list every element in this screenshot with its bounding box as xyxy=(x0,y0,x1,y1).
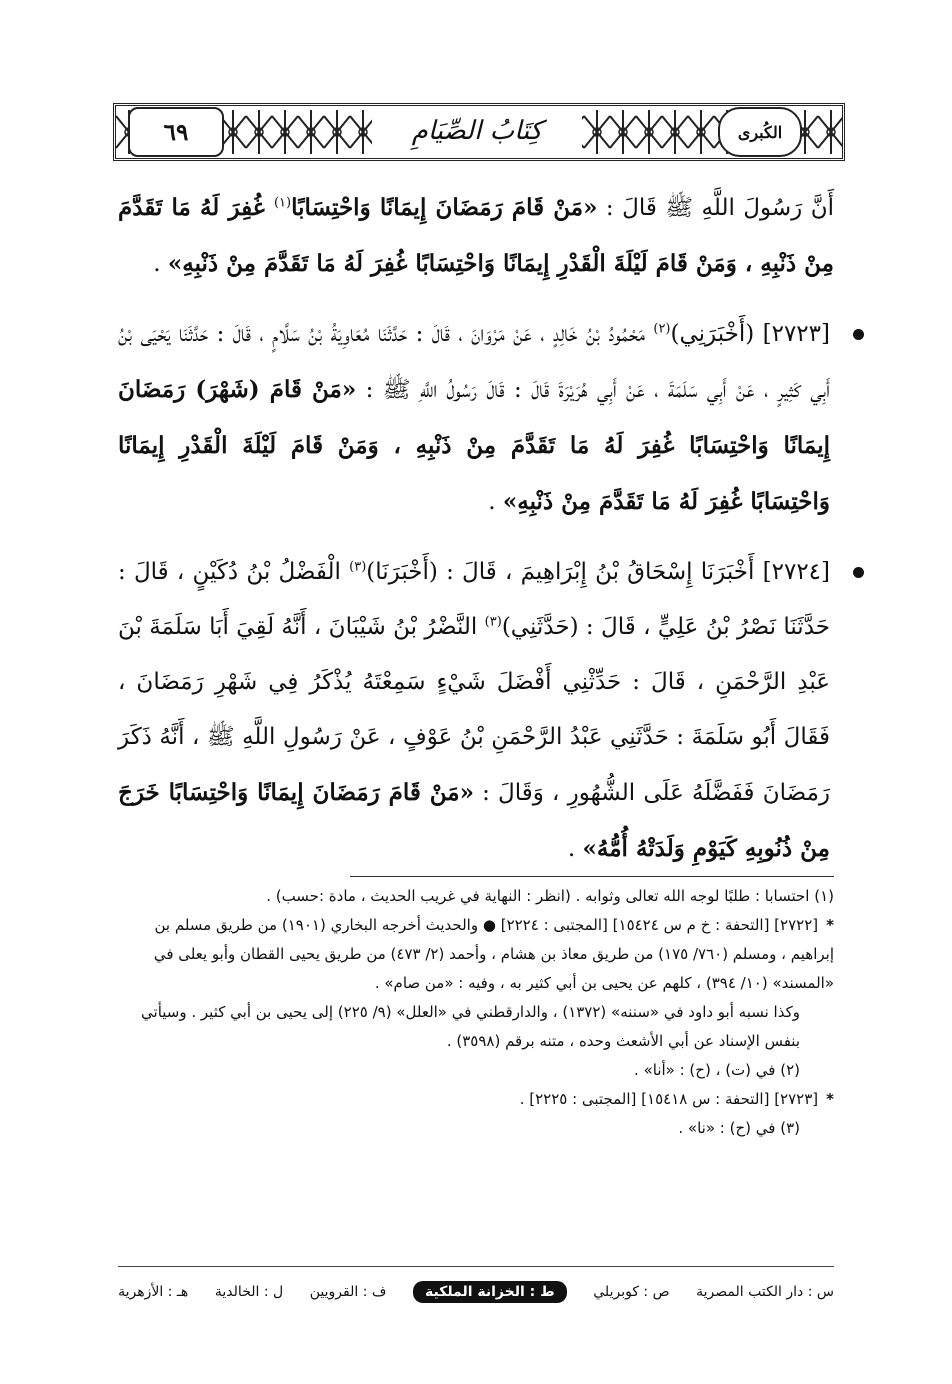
publisher-logo: الكُبرى xyxy=(718,107,802,157)
text-run: [٢٧٢٣] (أَخْبَرَنِي) xyxy=(670,321,830,347)
footnote-divider xyxy=(350,876,834,877)
footnote-2: (٢) في (ت) ، (ح) : «أنا» . xyxy=(634,1061,800,1079)
footnote-ref: (١) xyxy=(273,195,292,211)
main-text xyxy=(118,180,834,892)
legend-item: س : دار الكتب المصرية xyxy=(696,1284,834,1300)
text-run: . xyxy=(153,251,168,277)
star-icon: * xyxy=(826,1090,834,1108)
text-run: مَحْمُودُ بْنُ خَالِدٍ ، عَنْ مَرْوَانَ ، قَالَ : حَدَّثَنَا مُعَاوِيَةُ بْنُ سَلَّامٍ ، قَالَ : حَدَّثَنَا يَحْيَى بْنُ أَبِي كَثِيرٍ ، عَنْ أَبِي سَلَمَةَ ، عَنْ أَبِي هُرَيْرَةَ قَالَ : قَالَ رَسُولُ اللَّهِ ﷺ : xyxy=(118,321,830,403)
legend-item: هـ : الأزهرية xyxy=(118,1284,189,1300)
manuscript-legend xyxy=(118,1276,834,1308)
footnote-ref: (٣) xyxy=(349,559,367,575)
star-icon: * xyxy=(826,916,834,934)
legend-item-highlighted: ط : الخزانة الملكية xyxy=(413,1281,567,1303)
footnotes xyxy=(118,882,834,1143)
bullet-icon xyxy=(853,567,864,578)
text-run: . xyxy=(488,489,503,515)
hadith-text: «مَنْ قَامَ (شَهْرَ) رَمَضَانَ إِيمَانًا وَاحْتِسَابًا غُفِرَ لَهُ مَا تَقَدَّمَ مِنْ ذَنْبِهِ ، وَمَنْ قَامَ لَيْلَةَ الْقَدْرِ إِيمَانًا وَاحْتِسَابًا غُفِرَ لَهُ مَا تَقَدَّمَ مِنْ ذَنْبِهِ» xyxy=(118,376,830,515)
footnote-text: [٢٧٢٣] [التحفة : س ١٥٤١٨] [المجتبى : ٢٢٢٥] . xyxy=(519,1090,819,1108)
legend-item: ص : كوبريلي xyxy=(593,1284,670,1300)
hadith-2724 xyxy=(118,545,834,877)
footnote-text: [٢٧٢٢] [التحفة : خ م س ١٥٤٢٤] [المجتبى : ٢٢٢٤] ● والحديث أخرجه البخاري (١٩٠١) من طريق مسلم بن إبراهيم ، ومسلم (٧٦٠/ ١٧٥) من طريق معاذ بن هشام ، وأحمد (٢/ ٤٧٣) من طريق يحيى القطان وأبو يعلى في «المسند» (١٠/ ٣٩٤) ، كلهم عن يحيى بن أبي كثير به ، وفيه : «من صام» . xyxy=(153,916,834,992)
text-run: [٢٧٢٤] أَخْبَرَنَا إِسْحَاقُ بْنُ إِبْرَاهِيمَ ، قَالَ : (أَخْبَرَنَا) xyxy=(366,559,831,585)
paragraph-continuation xyxy=(118,180,834,292)
footnote-ref: (٣) xyxy=(484,614,502,630)
footnote-3: (٣) في (ح) : «نا» . xyxy=(678,1119,800,1137)
hadith-text: غُفِرَ لَهُ مَا تَقَدَّمَ مِنْ ذَنْبِهِ ، وَمَنْ قَامَ لَيْلَةَ الْقَدْرِ إِيمَانًا وَاحْتِسَابًا غُفِرَ لَهُ مَا تَقَدَّمَ مِنْ ذَنْبِهِ» xyxy=(118,194,834,277)
footnote-2723 xyxy=(118,1085,834,1114)
footnote-1: (١) احتسابا : طلبًا لوجه الله تعالى وثوابه . (انظر : النهاية في غريب الحديث ، مادة :حسب) . xyxy=(266,887,834,905)
text-run: النَّضْرُ بْنُ شَيْبَانَ ، أَنَّهُ لَقِيَ أَبَا سَلَمَةَ بْنَ عَبْدِ الرَّحْمَنِ ، قَالَ : حَدِّثْنِي أَفْضَلَ شَيْءٍ سَمِعْتَهُ يُذْكَرُ فِي شَهْرِ رَمَضَانَ ، فَقَالَ أَبُو سَلَمَةَ : حَدَّثَنِي عَبْدُ الرَّحْمَنِ بْنُ عَوْفٍ ، عَنْ رَسُولِ اللَّهِ ﷺ ، أَنَّهُ ذَكَرَ رَمَضَانَ فَفَضَّلَهُ عَلَى الشُّهُورِ ، وَقَالَ : xyxy=(118,614,830,806)
text-run: الْفَضْلُ بْنُ دُكَيْنٍ ، قَالَ : حَدَّثَنَا نَصْرُ بْنُ عَلِيٍّ ، قَالَ : (حَدَّثَنِي) xyxy=(118,559,830,640)
chapter-title: كِتَابُ الصِّيَامِ xyxy=(372,108,582,154)
bullet-icon xyxy=(853,329,864,340)
footnote-2722-cont: وكذا نسبه أبو داود في «سننه» (١٣٧٢) ، والدارقطني في «العلل» (٩/ ٢٢٥) إلى يحيى بن أبي كثير . وسيأتي بنفس الإسناد عن أبي الأشعث وحده ، متنه برقم (٣٥٩٨) . xyxy=(141,1003,800,1050)
legend-item: ل : الخالدية xyxy=(214,1284,284,1300)
footnote-ref: (٢) xyxy=(653,321,671,337)
text-run: أَنَّ رَسُولَ اللَّهِ ﷺ قَالَ : xyxy=(597,195,835,221)
text-run: . xyxy=(567,836,583,862)
hadith-text: «مَنْ قَامَ رَمَضَانَ إِيمَانًا وَاحْتِسَابًا xyxy=(291,194,598,221)
page-number: ٦٩ xyxy=(128,107,224,157)
hadith-2723 xyxy=(118,307,834,530)
footnote-2722 xyxy=(118,911,834,998)
legend-divider xyxy=(118,1266,834,1267)
hadith-text: «مَنْ قَامَ رَمَضَانَ إِيمَانًا وَاحْتِسَابًا خَرَجَ مِنْ ذُنُوبِهِ كَيَوْمِ وَلَدَتْهُ أُمُّهُ» xyxy=(118,779,830,862)
legend-item: ف : القرويين xyxy=(309,1284,387,1300)
